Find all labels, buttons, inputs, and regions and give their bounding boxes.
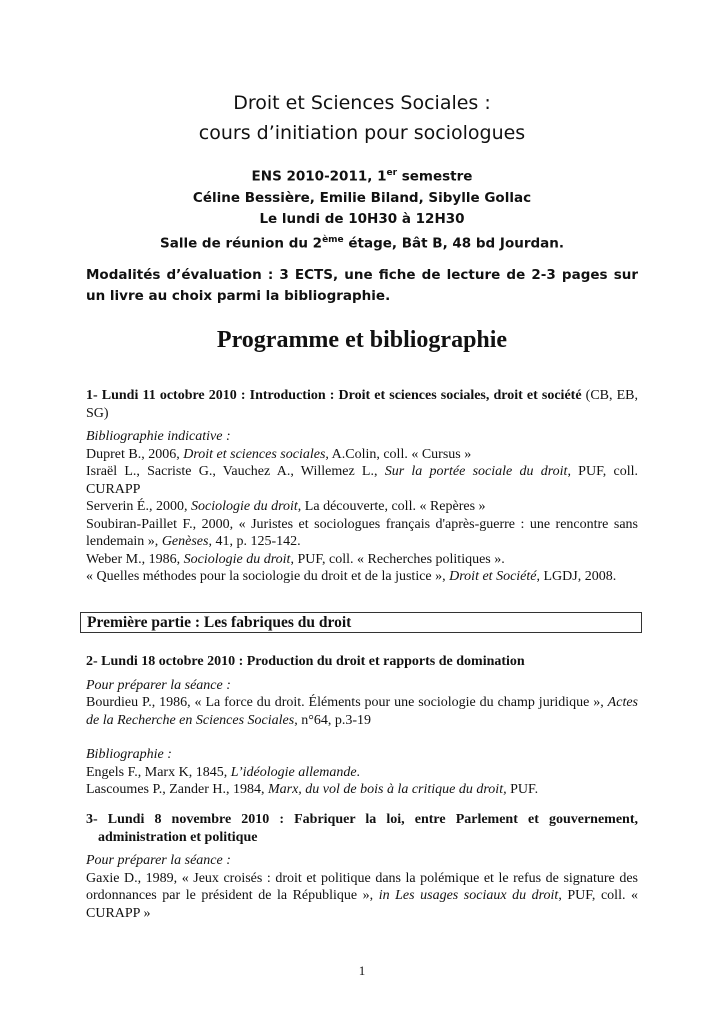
bibliography-entry: Dupret B., 2006, Droit et sciences sociales, A.Colin, coll. « Cursus » <box>86 446 472 462</box>
bibliography-entry: Lascoumes P., Zander H., 1984, Marx, du vol de bois à la critique du droit, PUF. <box>86 782 539 797</box>
title-line-2: cours d’initiation pour sociologues <box>198 122 526 144</box>
session-3-prep-ref: Gaxie D., 1989, « Jeux croisés : droit et politique dans la polémique et le refus de signature des ordonnances par le président de la République », in Les usages sociaux du droit, PUF, coll. « CURAPP » <box>86 870 638 921</box>
session-2-prep-label: Pour préparer la séance : <box>86 677 231 693</box>
bibliography-entry: Engels F., Marx K, 1845, L’idéologie allemande. <box>86 764 361 780</box>
title-line-1: Droit et Sciences Sociales : <box>233 92 491 114</box>
session-1-heading: 1- Lundi 11 octobre 2010 : Introduction : Droit et sciences sociales, droit et société (CB, EB, SG) <box>86 388 638 421</box>
bibliography-entry: « Quelles méthodes pour la sociologie du droit et de la justice », Droit et Société, LGDJ, 2008. <box>86 569 617 584</box>
session-2-heading: 2- Lundi 18 octobre 2010 : Production du droit et rapports de domination <box>86 654 525 669</box>
session-1-biblio-label: Bibliographie indicative : <box>86 429 231 444</box>
bibliography-entry: Soubiran-Paillet F., 2000, « Juristes et sociologues français d'après-guerre : une rencontre sans lendemain », Genèses, 41, p. 125-142. <box>86 516 638 549</box>
room-line: Salle de réunion du 2ème étage, Bât B, 48 bd Jourdan. <box>159 234 565 251</box>
document-title <box>0 88 724 148</box>
session-2-biblio-label: Bibliographie : <box>86 747 172 762</box>
programme-heading: Programme et bibliographie <box>216 327 508 353</box>
session-3-prep-label: Pour préparer la séance : <box>86 853 231 868</box>
bibliography-entry: Weber M., 1986, Sociologie du droit, PUF, coll. « Recherches politiques ». <box>86 551 505 567</box>
course-info <box>0 163 724 254</box>
session-3-heading: 3- Lundi 8 novembre 2010 : Fabriquer la loi, entre Parlement et gouvernement, administration et politique <box>86 812 638 845</box>
semester-line: ENS 2010-2011, 1er semestre <box>251 168 473 185</box>
page-number: 1 <box>358 963 366 978</box>
bibliography-entry: Israël L., Sacriste G., Vauchez A., Willemez L., Sur la portée sociale du droit, PUF, coll. CURAPP <box>86 464 638 497</box>
session-3 <box>86 811 638 922</box>
evaluation-text: Modalités d’évaluation : 3 ECTS, une fiche de lecture de 2-3 pages sur un livre au choix parmi la bibliographie. <box>86 267 638 304</box>
session-2 <box>86 653 638 799</box>
schedule-line: Le lundi de 10H30 à 12H30 <box>259 210 465 227</box>
session-2-prep-ref: Bourdieu P., 1986, « La force du droit. Éléments pour une sociologie du champ juridique », Actes de la Recherche en Sciences Sociales, n°64, p.3-19 <box>86 695 638 728</box>
teachers-line: Céline Bessière, Emilie Biland, Sibylle Gollac <box>192 189 532 206</box>
bibliography-entry: Serverin É., 2000, Sociologie du droit, La découverte, coll. « Repères » <box>86 499 486 514</box>
part-1-title: Première partie : Les fabriques du droit <box>80 612 642 633</box>
session-1-ref-list <box>86 446 638 586</box>
session-1 <box>86 387 638 586</box>
